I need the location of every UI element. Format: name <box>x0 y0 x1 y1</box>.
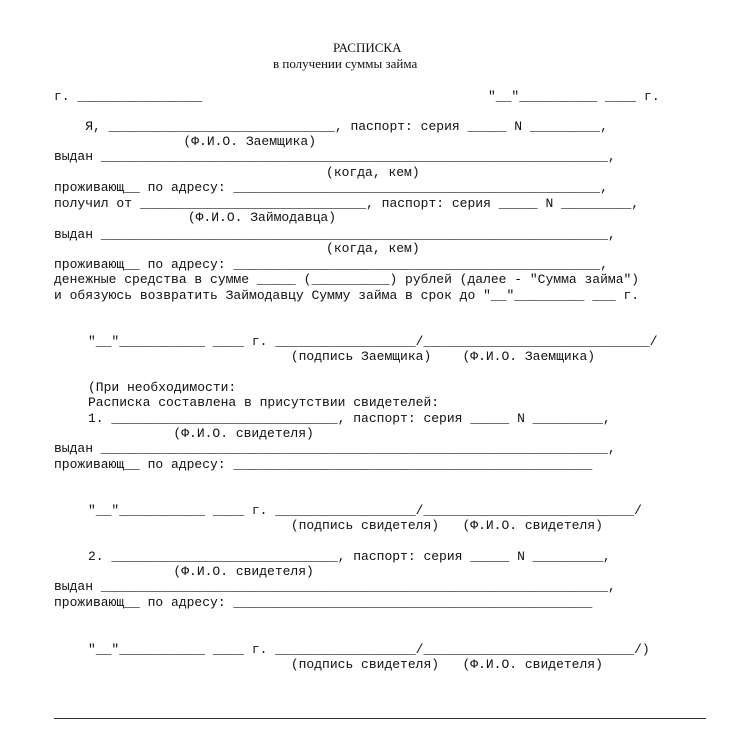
document-title: РАСПИСКА <box>333 40 402 55</box>
witness-1-issued: выдан _________________________________________________________________, <box>54 441 616 456</box>
witness-2-issued: выдан _________________________________________________________________, <box>54 579 616 594</box>
received-line: получил от _____________________________, паспорт: серия _____ N _________, <box>54 196 640 211</box>
address-line: проживающ__ по адресу: _______________________________________________, <box>54 180 608 195</box>
sum-line: денежные средства в сумме _____ (__________) рублей (далее - "Сумма займа") <box>54 272 640 287</box>
witness-note: (При необходимости: <box>88 380 237 395</box>
address-line-2: проживающ__ по адресу: _______________________________________________, <box>54 257 608 272</box>
witness-2-address: проживающ__ по адресу: ______________________________________________ <box>54 595 593 610</box>
witness-1-signature-line: "__"___________ ____ г. __________________/___________________________/ <box>88 503 642 518</box>
city-field: г. ________________ <box>54 89 203 104</box>
issued-line: выдан _________________________________________________________________, <box>54 149 616 164</box>
witness-2-signature-line: "__"___________ ____ г. __________________/___________________________/) <box>88 642 650 657</box>
issued-caption-2: (когда, кем) <box>92 241 420 256</box>
witness-intro: Расписка составлена в присутствии свидетелей: <box>88 395 440 410</box>
borrower-line: Я, _____________________________, паспорт: серия _____ N _________, <box>54 119 608 134</box>
document-subtitle: в получении суммы займа <box>273 56 418 71</box>
witness-1-signature-caption: (подпись свидетеля) (Ф.И.О. свидетеля) <box>88 518 603 533</box>
obligation-line: и обязуюсь возвратить Займодавцу Сумму займа в срок до "__"_________ ___ г. <box>54 288 640 303</box>
witness-2-caption: (Ф.И.О. свидетеля) <box>72 564 314 579</box>
borrower-signature-caption: (подпись Заемщика) (Ф.И.О. Заемщика) <box>88 349 596 364</box>
bottom-divider <box>54 718 706 719</box>
witness-2-line: 2. _____________________________, паспорт: серия _____ N _________, <box>88 549 611 564</box>
date-field: "__"__________ ____ г. <box>488 89 660 104</box>
witness-1-line: 1. _____________________________, паспорт: серия _____ N _________, <box>88 411 611 426</box>
issued-line-2: выдан _________________________________________________________________, <box>54 227 616 242</box>
witness-1-caption: (Ф.И.О. свидетеля) <box>72 426 314 441</box>
lender-caption: (Ф.И.О. Займодавца) <box>102 210 337 225</box>
witness-2-signature-caption: (подпись свидетеля) (Ф.И.О. свидетеля) <box>88 657 603 672</box>
borrower-caption: (Ф.И.О. Заемщика) <box>82 134 317 149</box>
witness-1-address: проживающ__ по адресу: ______________________________________________ <box>54 457 593 472</box>
issued-caption: (когда, кем) <box>92 165 420 180</box>
borrower-signature-line: "__"___________ ____ г. __________________/_____________________________/ <box>88 334 658 349</box>
